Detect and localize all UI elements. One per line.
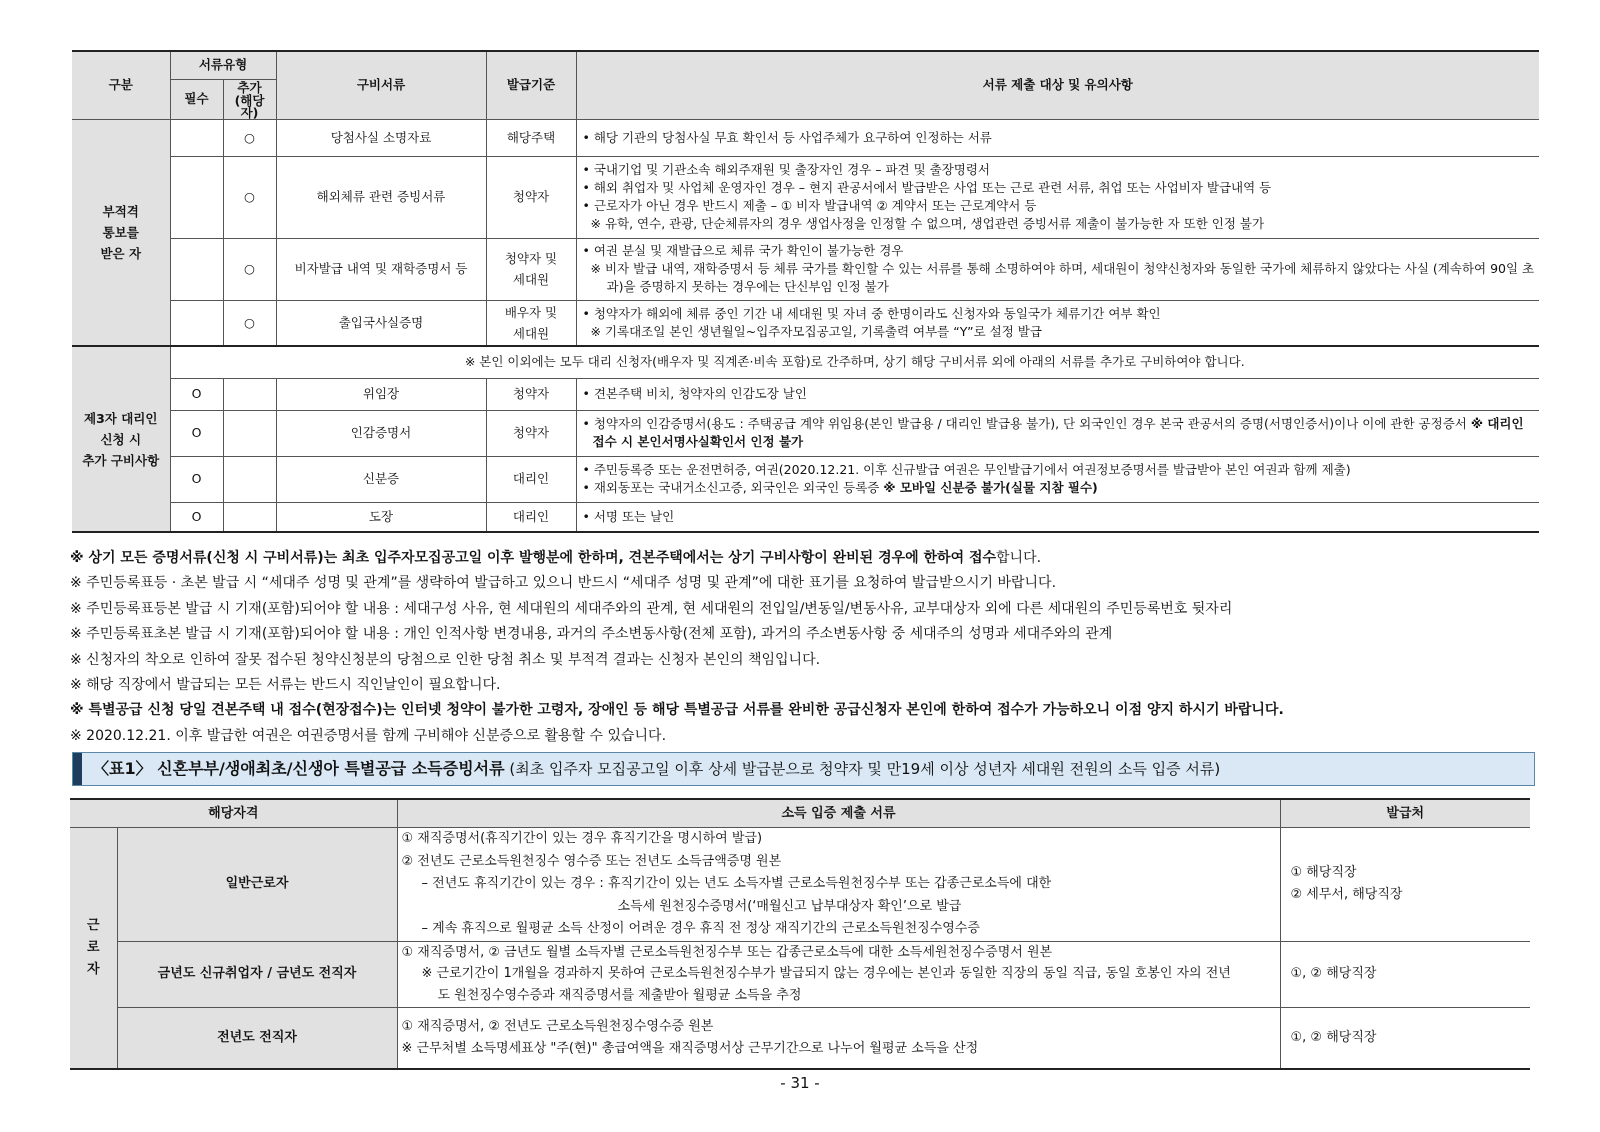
notes-cell xyxy=(576,378,1539,410)
table-row xyxy=(72,502,1539,532)
note-item: ※ 해당 직장에서 발급되는 모든 서류는 반드시 직인날인이 필요합니다. xyxy=(70,676,501,693)
table-row xyxy=(72,378,1539,410)
qualification-label: 일반근로자 xyxy=(117,828,397,942)
issuer-line: ①, ② 해당직장 xyxy=(1290,966,1377,981)
doc-line: 도 원천징수영수증과 재직증명서를 제출받아 월평균 소득을 추정 xyxy=(437,987,802,1003)
doc-line: – 전년도 휴직기간이 있는 경우 : 휴직기간이 있는 년도 소득자별 근로소득원천징수부 또는 갑종근로소득에 대한 xyxy=(421,876,1052,891)
notes-cell xyxy=(576,238,1539,300)
proxy-banner: ※ 본인 이외에는 모두 대리 신청자(배우자 및 직계존·비속 포함)로 간주하며, 상기 해당 구비서류 외에 아래의 서류를 추가로 구비하여야 합니다. xyxy=(170,346,1539,378)
note-item: ※ 주민등록표초본 발급 시 기재(포함)되어야 할 내용 : 개인 인적사항 변경내용, 과거의 주소변동사항(전체 포함), 과거의 주소변동사항 중 세대주의 성명과 세대주와의 관계 xyxy=(70,626,1113,643)
note-line: ※ 비자 발급 내역, 재학증명서 등 체류 국가를 확인할 수 있는 서류를 통해 소명하여야 하며, 세대원이 청약신청자와 동일한 국가에 체류하지 않았다는 사실 (계속하여 90일 초과)을 증명하지 못하는 경우에는 단신부임 인정 불가 xyxy=(590,261,1535,294)
header-additional-label: 추가 xyxy=(237,79,262,95)
document-name: 출입국사실증명 xyxy=(276,300,486,346)
header-doc-type: 서류유형 xyxy=(170,51,276,79)
notes-cell xyxy=(576,410,1539,456)
note-line xyxy=(583,415,1536,451)
section-label-line: 통보를 xyxy=(102,224,139,240)
table-row xyxy=(72,300,1539,346)
table-row xyxy=(72,410,1539,456)
required-mark: O xyxy=(170,378,223,410)
note-line: • 해당 기관의 당첨사실 무효 확인서 등 사업주체가 요구하여 인정하는 서류 xyxy=(582,129,992,145)
header-qualification: 해당자격 xyxy=(70,799,397,828)
group-label-char: 로 xyxy=(86,940,100,955)
doc-line: ※ 근무처별 소득명세표상 "주(현)" 총급여액을 재직증명서상 근무기간으로 나누어 월평균 소득을 산정 xyxy=(401,1040,979,1056)
required-documents-table xyxy=(72,50,1539,533)
issuer-line: 세대원 xyxy=(512,272,550,287)
group-label-worker xyxy=(70,828,117,1070)
header-required: 필수 xyxy=(170,79,223,119)
note-item: ※ 주민등록표등 · 초본 발급 시 “세대주 성명 및 관계”를 생략하여 발급하고 있으니 반드시 “세대주 성명 및 관계”에 대한 표기를 요청하여 발급받으시기 바랍니다. xyxy=(70,575,1057,592)
doc-line: 소득세 원천징수증명서(‘매월신고 납부대상자 확인’으로 발급 xyxy=(617,898,962,914)
issuer-line: 청약자 xyxy=(512,189,550,204)
note-line: ※ 유학, 연수, 관광, 단순체류자의 경우 생업사정을 인정할 수 없으며, 생업관련 증빙서류 제출이 불가능한 자 또한 인정 불가 xyxy=(590,216,1265,231)
table-row xyxy=(72,456,1539,502)
issuer-cell: 청약자 xyxy=(486,378,576,410)
doc-line: ① 재직증명서(휴직기간이 있는 경우 휴직기간을 명시하여 발급) xyxy=(401,831,763,846)
header-income-documents: 소득 입증 제출 서류 xyxy=(397,799,1280,828)
table-title-bar xyxy=(72,752,1535,786)
table-title-sub: (최초 입주자 모집공고일 이후 상세 발급분으로 청약자 및 만19세 이상 성년자 세대원 전원의 소득 입증 서류) xyxy=(504,760,1221,778)
notes-cell xyxy=(576,156,1539,238)
title-accent xyxy=(73,753,82,785)
document-name: 해외체류 관련 증빙서류 xyxy=(276,156,486,238)
required-mark xyxy=(170,156,223,238)
note-line: • 청약자가 해외에 체류 중인 기간 내 세대원 및 자녀 중 한명이라도 신청자와 동일국가 체류기간 여부 확인 xyxy=(582,305,1161,321)
issuer-cell xyxy=(486,238,576,300)
note-item: ※ 2020.12.21. 이후 발급한 여권은 여권증명서를 함께 구비해야 신분증으로 활용할 수 있습니다. xyxy=(70,727,667,744)
note-line xyxy=(583,479,1536,497)
note-bold: ※ 모바일 신분증 불가(실물 지참 필수) xyxy=(883,480,1098,495)
issuer-line: 해당주택 xyxy=(506,129,556,145)
issuer-cell xyxy=(1280,941,1530,1007)
notes-cell xyxy=(576,300,1539,346)
note-line: • 국내기업 및 기관소속 해외주재원 및 출장자인 경우 – 파견 및 출장명령서 xyxy=(582,162,991,177)
group-label-char: 자 xyxy=(86,962,100,977)
notes-cell xyxy=(576,502,1539,532)
note-line xyxy=(583,461,1536,479)
note-item-text: ※ 상기 모든 증명서류(신청 시 구비서류)는 최초 입주자모집공고일 이후 발행분에 한하며, 견본주택에서는 상기 구비사항이 완비된 경우에 한하여 접수 xyxy=(70,550,997,566)
issuer-line: ② 세무서, 해당직장 xyxy=(1290,887,1403,903)
documents-cell xyxy=(397,1007,1280,1069)
required-mark: O xyxy=(170,410,223,456)
additional-mark: ○ xyxy=(223,156,276,238)
section-label-ineligible xyxy=(72,119,170,346)
table-row xyxy=(72,346,1539,378)
issuer-cell xyxy=(1280,828,1530,942)
table-title xyxy=(93,753,1220,785)
doc-line: ② 전년도 근로소득원천징수 영수증 또는 전년도 소득금액증명 원본 xyxy=(401,853,782,869)
note-item: ※ 주민등록표등본 발급 시 기재(포함)되어야 할 내용 : 세대구성 사유, 현 세대원의 세대주와의 관계, 현 세대원의 전입일/변동일/변동사유, 교부대상자 외에 다른 세대원의 주민등록번호 뒷자리 xyxy=(70,600,1233,617)
section-label-line: 제3자 대리인 xyxy=(84,410,158,426)
page-number: - 31 - xyxy=(780,1074,820,1092)
issuer-line: 세대원 xyxy=(512,325,550,341)
additional-mark xyxy=(223,410,276,456)
required-mark: O xyxy=(170,456,223,502)
table-row xyxy=(70,941,1530,1007)
note-text: • 서명 또는 날인 xyxy=(582,508,675,524)
additional-mark xyxy=(223,378,276,410)
table-row xyxy=(70,1007,1530,1069)
header-additional-note: (해당자) xyxy=(234,92,265,120)
document-name: 신분증 xyxy=(276,456,486,502)
additional-mark: ○ xyxy=(223,238,276,300)
note-text: • 견본주택 비치, 청약자의 인감도장 날인 xyxy=(582,386,807,401)
table-row xyxy=(72,238,1539,300)
note-line: ※ 기록대조일 본인 생년월일~입주자모집공고일, 기록출력 여부를 “Y”로 설정 발급 xyxy=(590,323,1042,339)
note-text: • 재외동포는 국내거소신고증, 외국인은 외국인 등록증 xyxy=(582,480,884,495)
section-label-line: 받은 자 xyxy=(100,245,142,261)
issuer-cell xyxy=(486,156,576,238)
documents-cell xyxy=(397,828,1280,942)
note-text: • 주민등록증 또는 운전면허증, 여권(2020.12.21. 이후 신규발급 여권은 무인발급기에서 여권정보증명서를 발급받아 본인 여권과 함께 제출) xyxy=(582,462,1351,477)
document-name: 인감증명서 xyxy=(276,410,486,456)
doc-line: ① 재직증명서, ② 전년도 근로소득원천징수영수증 원본 xyxy=(401,1018,714,1034)
header-issuer: 발급기준 xyxy=(486,51,576,119)
income-proof-table xyxy=(70,798,1530,1070)
note-line: • 여권 분실 및 재발급으로 체류 국가 확인이 불가능한 경우 xyxy=(582,243,904,258)
header-additional xyxy=(223,79,276,119)
table-row xyxy=(72,119,1539,156)
note-line: • 해외 취업자 및 사업체 운영자인 경우 – 현지 관공서에서 발급받은 사업 또는 근로 관련 서류, 취업 또는 사업비자 발급내역 등 xyxy=(582,180,1272,195)
notes-cell xyxy=(576,456,1539,502)
qualification-label: 전년도 전직자 xyxy=(117,1007,397,1069)
document-name: 위임장 xyxy=(276,378,486,410)
issuer-cell xyxy=(486,300,576,346)
table-row xyxy=(70,828,1530,942)
note-item-tail: 합니다. xyxy=(996,550,1042,566)
additional-mark: ○ xyxy=(223,119,276,156)
qualification-label: 금년도 신규취업자 / 금년도 전직자 xyxy=(117,941,397,1007)
note-item: ※ 신청자의 착오로 인하여 잘못 접수된 청약신청분의 당첨으로 인한 당첨 취소 및 부적격 결과는 신청자 본인의 책임입니다. xyxy=(70,651,821,668)
additional-mark: ○ xyxy=(223,300,276,346)
required-mark xyxy=(170,238,223,300)
header-document: 구비서류 xyxy=(276,51,486,119)
section-label-line: 추가 구비사항 xyxy=(82,452,160,468)
notes-list xyxy=(70,546,1530,749)
additional-mark xyxy=(223,502,276,532)
issuer-line: 배우자 및 xyxy=(504,304,558,320)
section-label-line: 부적격 xyxy=(102,203,139,219)
table-title-main: 〈표1〉 신혼부부/생애최초/신생아 특별공급 소득증빙서류 xyxy=(93,759,505,778)
note-line xyxy=(583,508,1536,526)
group-label-char: 근 xyxy=(86,918,100,933)
required-mark xyxy=(170,300,223,346)
additional-mark xyxy=(223,456,276,502)
note-line xyxy=(583,385,1536,403)
issuer-cell: 청약자 xyxy=(486,410,576,456)
header-issuer: 발급처 xyxy=(1280,799,1530,828)
required-mark xyxy=(170,119,223,156)
issuer-cell xyxy=(486,119,576,156)
document-name: 비자발급 내역 및 재학증명서 등 xyxy=(276,238,486,300)
issuer-line: ①, ② 해당직장 xyxy=(1290,1029,1377,1045)
note-line: • 근로자가 아닌 경우 반드시 제출 – ① 비자 발급내역 ② 계약서 또는 근로계약서 등 xyxy=(582,198,1037,213)
header-notes: 서류 제출 대상 및 유의사항 xyxy=(576,51,1539,119)
doc-line: – 계속 휴직으로 월평균 소득 산정이 어려운 경우 휴직 전 정상 재직기간의 근로소득원천징수영수증 xyxy=(421,921,980,936)
issuer-line: ① 해당직장 xyxy=(1290,865,1357,881)
document-name: 도장 xyxy=(276,502,486,532)
issuer-cell: 대리인 xyxy=(486,456,576,502)
note-bold: ※ 대리인 접수 시 본인서명사실확인서 인정 불가 xyxy=(592,416,1524,449)
document-name: 당첨사실 소명자료 xyxy=(276,119,486,156)
section-label-line: 신청 시 xyxy=(100,431,142,447)
issuer-cell: 대리인 xyxy=(486,502,576,532)
doc-line: ① 재직증명서, ② 금년도 월별 소득자별 근로소득원천징수부 또는 갑종근로소득에 대한 소득세원천징수증명서 원본 xyxy=(401,944,1053,960)
note-item: ※ 특별공급 신청 당일 견본주택 내 접수(현장접수)는 인터넷 청약이 불가한 고령자, 장애인 등 해당 특별공급 서류를 완비한 공급신청자 본인에 한하여 접수가 가능하오니 이점 양지 하시기 바랍니다. xyxy=(70,702,1284,719)
note-item xyxy=(70,546,1530,571)
required-mark: O xyxy=(170,502,223,532)
issuer-cell xyxy=(1280,1007,1530,1069)
issuer-line: 청약자 및 xyxy=(504,251,558,266)
doc-line: ※ 근로기간이 1개월을 경과하지 못하여 근로소득원천징수부가 발급되지 않는 경우에는 본인과 동일한 직장의 동일 직급, 동일 호봉인 자의 전년 xyxy=(421,966,1231,982)
table-row xyxy=(72,156,1539,238)
header-category: 구분 xyxy=(72,51,170,119)
notes-cell xyxy=(576,119,1539,156)
documents-cell xyxy=(397,941,1280,1007)
section-label-proxy xyxy=(72,346,170,532)
note-text: • 청약자의 인감증명서(용도 : 주택공급 계약 위임용(본인 발급용 / 대리인 발급용 불가), 단 외국인인 경우 본국 관공서의 증명(서명인증서)이나 이에 관한 공정증서 xyxy=(582,416,1471,431)
